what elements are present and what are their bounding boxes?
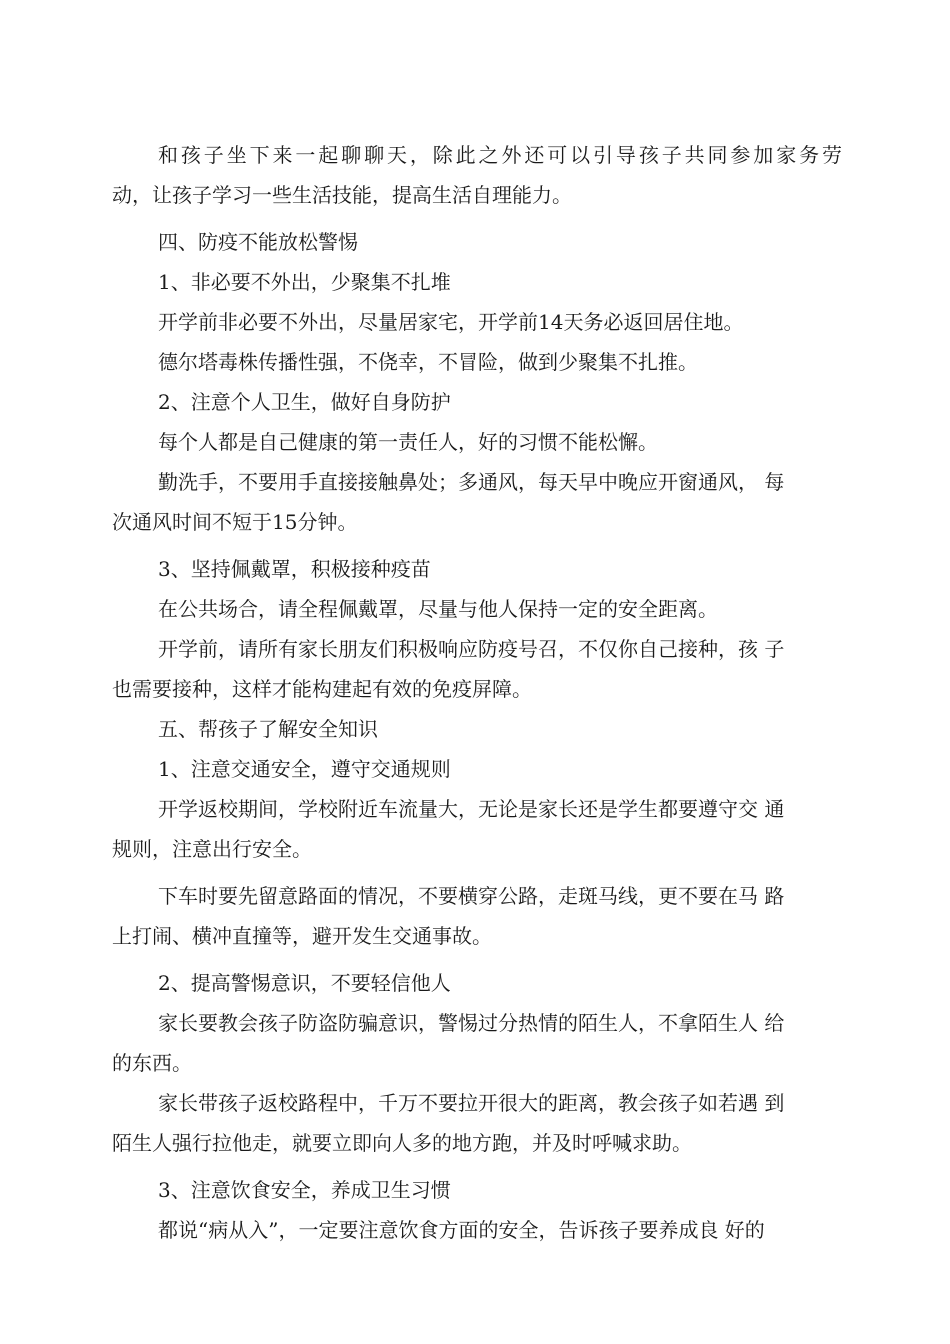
paragraph-line: 规则，注意出行安全。 (112, 837, 312, 861)
subsection-heading: 1、非必要不外出，少聚集不扎堆 (158, 270, 451, 294)
paragraph-line: 也需要接种，这样才能构建起有效的免疫屏障。 (112, 677, 532, 701)
paragraph-line: 在公共场合，请全程佩戴罩，尽量与他人保持一定的安全距离。 (158, 597, 718, 621)
paragraph-line: 家长带孩子返校路程中，千万不要拉开很大的距离，教会孩子如若遇 到 (158, 1091, 785, 1115)
paragraph-line: 和孩子坐下来一起聊聊天，除此之外还可以引导孩子共同参加家务劳 (158, 143, 842, 167)
subsection-heading: 3、坚持佩戴罩，积极接种疫苗 (158, 557, 431, 581)
paragraph-line: 动，让孩子学习一些生活技能，提高生活自理能力。 (112, 183, 572, 207)
subsection-heading: 1、注意交通安全，遵守交通规则 (158, 757, 451, 781)
paragraph-line: 开学返校期间，学校附近车流量大，无论是家长还是学生都要遵守交 通 (158, 797, 785, 821)
paragraph-line: 都说“病从入”，一定要注意饮食方面的安全，告诉孩子要养成良 好的 (158, 1218, 765, 1242)
paragraph-line: 陌生人强行拉他走，就要立即向人多的地方跑，并及时呼喊求助。 (112, 1131, 692, 1155)
paragraph-line: 德尔塔毒株传播性强，不侥幸，不冒险，做到少聚集不扎推。 (158, 350, 698, 374)
paragraph-line: 上打闹、横冲直撞等，避开发生交通事故。 (112, 924, 492, 948)
paragraph-line: 开学前，请所有家长朋友们积极响应防疫号召，不仅你自己接种，孩 子 (158, 637, 785, 661)
section-heading: 四、防疫不能放松警惕 (158, 230, 358, 254)
paragraph-line: 每个人都是自己健康的第一责任人，好的习惯不能松懈。 (158, 430, 658, 454)
subsection-heading: 2、注意个人卫生，做好自身防护 (158, 390, 451, 414)
paragraph-line: 家长要教会孩子防盗防骗意识，警惕过分热情的陌生人，不拿陌生人 给 (158, 1011, 785, 1035)
paragraph-line: 下车时要先留意路面的情况，不要横穿公路，走斑马线，更不要在马 路 (158, 884, 785, 908)
subsection-heading: 3、注意饮食安全，养成卫生习惯 (158, 1178, 451, 1202)
paragraph-line: 勤洗手，不要用手直接接触鼻处；多通风，每天早中晚应开窗通风， 每 (158, 470, 785, 494)
paragraph-line: 的东西。 (112, 1051, 192, 1075)
section-heading: 五、帮孩子了解安全知识 (158, 717, 378, 741)
paragraph-line: 开学前非必要不外出，尽量居家宅，开学前14天务必返回居住地。 (158, 310, 744, 334)
document-body (112, 135, 842, 1250)
subsection-heading: 2、提高警惕意识，不要轻信他人 (158, 971, 451, 995)
paragraph-line: 次通风时间不短于15分钟。 (112, 510, 358, 534)
